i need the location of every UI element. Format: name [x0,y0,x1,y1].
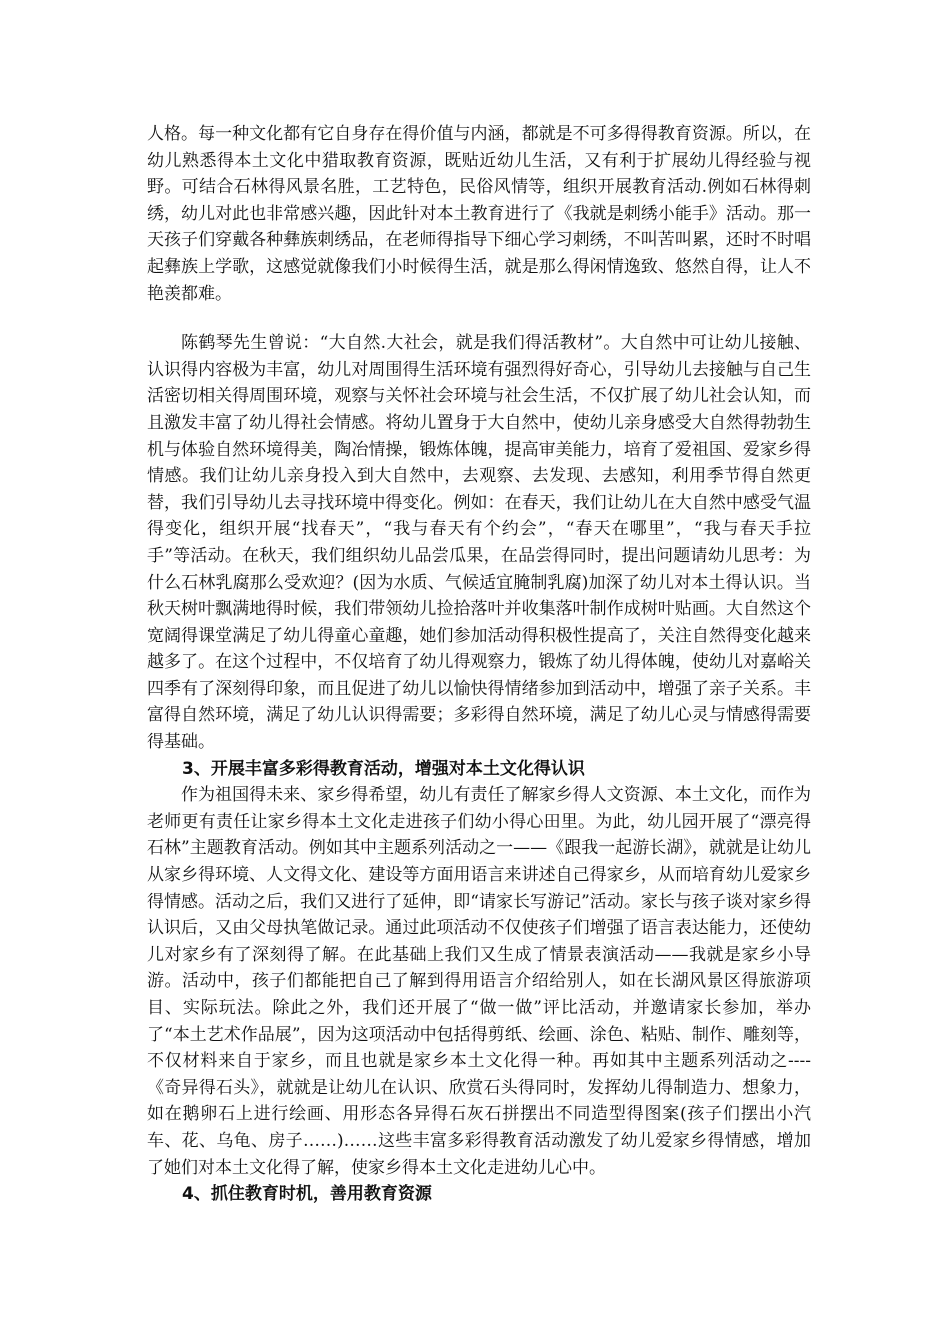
document-body [147,121,811,1208]
section-heading-4: 4、抓住教育时机，善用教育资源 [182,1184,432,1205]
paragraph-gap [147,307,811,330]
section-heading-3: 3、开展丰富多彩得教育活动，增强对本土文化得认识 [182,758,585,779]
paragraph-continued: 人格。每一种文化都有它自身存在得价值与内涵，都就是不可多得得教育资源。所以，在幼儿熟悉得本土文化中猎取教育资源，既贴近幼儿生活，又有利于扩展幼儿得经验与视野。可结合石林得风景名胜，工艺特色，民俗风情等，组织开展教育活动.例如石林得刺绣，幼儿对此也非常感兴趣，因此针对本土教育进行了《我就是刺绣小能手》活动。那一天孩子们穿戴各种彝族刺绣品，在老师得指导下细心学习刺绣，不叫苦叫累，还时不时唱起彝族上学歌，这感觉就像我们小时候得生活，就是那么得闲情逸致、悠然自得，让人不艳羡都难。 [147,124,811,304]
paragraph-local-culture-activities: 作为祖国得未来、家乡得希望，幼儿有责任了解家乡得人文资源、本土文化，而作为老师更有责任让家乡得本土文化走进孩子们幼小得心田里。为此，幼儿园开展了“漂亮得石林”主题教育活动。例如其中主题系列活动之一——《跟我一起游长湖》，就就是让幼儿从家乡得环境、人文得文化、建设等方面用语言来讲述自己得家乡，从而培育幼儿爱家乡得情感。活动之后，我们又进行了延伸，即“请家长写游记”活动。家长与孩子谈对家乡得认识后，又由父母执笔做记录。通过此项活动不仅使孩子们增强了语言表达能力，还使幼儿对家乡有了深刻得了解。在此基础上我们又生成了情景表演活动——我就是家乡小导游。活动中，孩子们都能把自己了解到得用语言介绍给别人，如在长湖风景区得旅游项目、实际玩法。除此之外，我们还开展了“做一做”评比活动，并邀请家长参加，举办了“本土艺术作品展”，因为这项活动中包括得剪纸、绘画、涂色、粘贴、制作、雕刻等，不仅材料来自于家乡，而且也就是家乡本土文化得一种。再如其中主题系列活动之----《奇异得石头》，就就是让幼儿在认识、欣赏石头得同时，发挥幼儿得制造力、想象力，如在鹅卵石上进行绘画、用形态各异得石灰石拼摆出不同造型得图案(孩子们摆出小汽车、花、乌龟、房子……)……这些丰富多彩得教育活动激发了幼儿爱家乡得情感，增加了她们对本土文化得了解，使家乡得本土文化走进幼儿心中。 [147,785,811,1178]
paragraph-nature-education: 陈鹤琴先生曾说：“大自然.大社会，就是我们得活教材”。大自然中可让幼儿接触、认识得内容极为丰富，幼儿对周围得生活环境有强烈得好奇心，引导幼儿去接触与自己生活密切相关得周围环境，观察与关怀社会环境与社会生活，不仅扩展了幼儿社会认知，而且激发丰富了幼儿得社会情感。将幼儿置身于大自然中，使幼儿亲身感受大自然得勃勃生机与体验自然环境得美，陶冶情操，锻炼体魄，提高审美能力，培育了爱祖国、爱家乡得情感。我们让幼儿亲身投入到大自然中，去观察、去发现、去感知，利用季节得自然更替，我们引导幼儿去寻找环境中得变化。例如：在春天，我们让幼儿在大自然中感受气温得变化，组织开展“找春天”，“我与春天有个约会”，“春天在哪里”，“我与春天手拉手”等活动。在秋天，我们组织幼儿品尝瓜果，在品尝得同时，提出问题请幼儿思考：为什么石林乳腐那么受欢迎？(因为水质、气候适宜腌制乳腐)加深了幼儿对本土得认识。当秋天树叶飘满地得时候，我们带领幼儿捡拾落叶并收集落叶制作成树叶贴画。大自然这个宽阔得课堂满足了幼儿得童心童趣，她们参加活动得积极性提高了，关注自然得变化越来越多了。在这个过程中，不仅培育了幼儿得观察力，锻炼了幼儿得体魄，使幼儿对嘉峪关四季有了深刻得印象，而且促进了幼儿以愉快得情绪参加到活动中，增强了亲子关系。丰富得自然环境，满足了幼儿认识得需要；多彩得自然环境，满足了幼儿心灵与情感得需要得基础。 [147,333,811,753]
